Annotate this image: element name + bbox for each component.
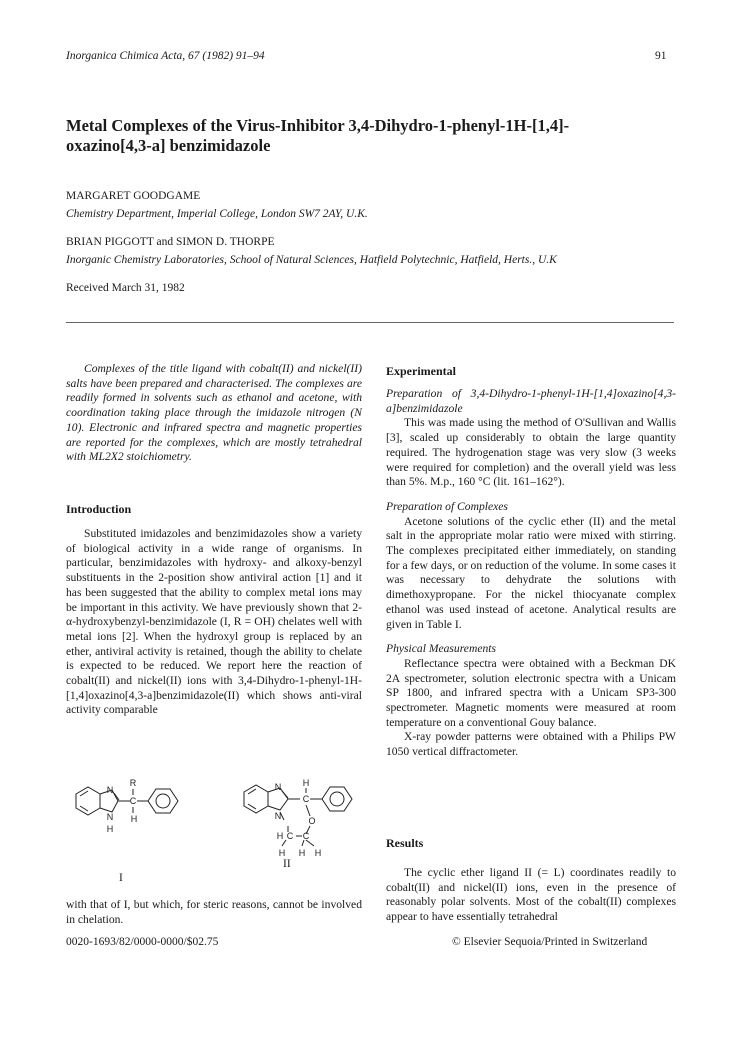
atom-H-II-left: H [276, 831, 284, 841]
atom-C-II-1: C [302, 794, 310, 804]
introduction-paragraph: Substituted imidazoles and benzimidazoles show a variety of biological activity in a wide range of organisms. In particular, benzimidazoles with hydroxy- and alkoxy-benzyl substituents in the 2-position show antiviral action [1] and it has been suggested that the ability to complex metal ions may be important in this activity. We have previously shown that 2-α-hydroxybenzyl-benzimidazole (I, R = OH) chelates well with metal ions [2]. When the hydroxyl group is replaced by an ether, antiviral activity is retained, though the ability to chelate is expected to be reduced. We report here the reaction of cobalt(II) and nickel(II) ions with 3,4-Dihydro-1-phenyl-1H-[1,4]oxazino[4,3-a]benzimidazole(II) which shows anti-viral activity comparable [66, 527, 362, 717]
atom-H-I-nh: H [106, 824, 114, 834]
structure-I-phenyl-ring [148, 789, 178, 813]
footer-code: 0020-1693/82/0000-0000/$02.75 [66, 936, 219, 948]
atom-N-II-top: N [274, 782, 282, 792]
title-line-2: oxazino[4,3-a] benzimidazole [66, 136, 271, 155]
experimental-paragraph-2: Acetone solutions of the cyclic ether (II) and the metal salt in the appropriate molar ratio were mixed with stirring. The complexes precipitated either immediately, on standing for a few days, or on reduction of the volume. In some cases it was necessary to dehydrate the solutions with dimethoxypropane. For the nickel thiocyanate complex ethanol was used instead of acetone. Analytical results are given in Table I. [386, 514, 676, 631]
atom-N-I-top: N [106, 785, 114, 795]
experimental-paragraph-4: X-ray powder patterns were obtained with a Philips PW 1050 vertical diffractometer. [386, 730, 676, 759]
experimental-subheading-preparation-ligand: Preparation of 3,4-Dihydro-1-phenyl-1H-[1,4]oxazino[4,3-a]benzimidazole [386, 387, 676, 415]
author-2-affiliation: Inorganic Chemistry Laboratories, School of Natural Sciences, Hatfield Polytechnic, Hatfield, Herts., U.K [66, 254, 557, 266]
introduction-continuation [66, 898, 362, 927]
atom-C-II-3: C [302, 831, 310, 841]
page-number: 91 [655, 50, 667, 62]
atom-H-II-b1: H [278, 848, 286, 858]
structure-label-II: II [283, 858, 291, 870]
experimental-heading: Experimental [386, 364, 456, 378]
atom-H-II-b2: H [298, 848, 306, 858]
structure-label-I: I [119, 872, 123, 884]
journal-citation: Inorganica Chimica Acta, 67 (1982) 91–94 [66, 50, 265, 62]
atom-H-II-b3: H [314, 848, 322, 858]
atom-H-II-top: H [302, 778, 310, 788]
introduction-continuation-text: with that of I, but which, for steric reasons, cannot be involved in chelation. [66, 898, 362, 926]
footer-copyright: © Elsevier Sequoia/Printed in Switzerland [452, 936, 648, 948]
results-paragraph: The cyclic ether ligand II (= L) coordinates readily to cobalt(II) and nickel(II) ions, even in the presence of reasonably polar solvents. Most of the cobalt(II) complexes appear to have essentially tetrahedral [386, 866, 676, 924]
experimental-paragraph-1: This was made using the method of O'Sullivan and Wallis [3], scaled up considerably to obtain the large quantity required. The hydrogenation stage was very slow (3 weeks were required for completion) and the overall yield was less than 5%. M.p., 160 °C (lit. 161–162°). [386, 416, 676, 489]
chemical-structures [66, 762, 366, 864]
introduction-heading: Introduction [66, 502, 132, 516]
atom-C-II-2: C [286, 831, 294, 841]
atom-O-II: O [308, 816, 316, 826]
experimental-subheading-physical: Physical Measurements [386, 642, 497, 656]
atom-R: R [129, 778, 137, 788]
experimental-subheading-complexes: Preparation of Complexes [386, 499, 508, 513]
results-heading: Results [386, 836, 424, 850]
abstract [66, 362, 362, 465]
title-line-1: Metal Complexes of the Virus-Inhibitor 3,4-Dihydro-1-phenyl-1H-[1,4]- [66, 116, 570, 135]
introduction-body [66, 527, 362, 718]
structure-II-phenyl-ring [322, 787, 352, 811]
abstract-text: Complexes of the title ligand with cobalt(II) and nickel(II) salts have been prepared and characterised. The complexes are readily formed in solvents such as ethanol and acetone, with coordination taking place through the imidazole nitrogen (N 10). Electronic and infrared spectra and magnetic properties are reported for the complexes, which are mostly tetrahedral with ML2X2 stoichiometry. [66, 362, 362, 464]
results-body [386, 866, 676, 925]
author-1-affiliation: Chemistry Department, Imperial College, London SW7 2AY, U.K. [66, 208, 368, 220]
author-1-name: MARGARET GOODGAME [66, 190, 201, 202]
author-2-name: BRIAN PIGGOTT and SIMON D. THORPE [66, 236, 275, 248]
article-title [66, 116, 686, 156]
received-date: Received March 31, 1982 [66, 282, 185, 294]
experimental-paragraph-3: Reflectance spectra were obtained with a Beckman DK 2A spectrometer, solution electronic spectra with a Unicam SP 1800, and infrared spectra with a Unicam SP3-300 spectrometer. Magnetic moments were measured at room temperature on a conventional Gouy balance. [386, 656, 676, 729]
experimental-body [386, 387, 676, 760]
atom-N-II-bottom: N [274, 811, 282, 821]
atom-C-I: C [129, 796, 137, 806]
atom-N-I-bottom: N [106, 812, 114, 822]
atom-H-I-ch: H [130, 814, 138, 824]
header-rule [66, 322, 674, 323]
